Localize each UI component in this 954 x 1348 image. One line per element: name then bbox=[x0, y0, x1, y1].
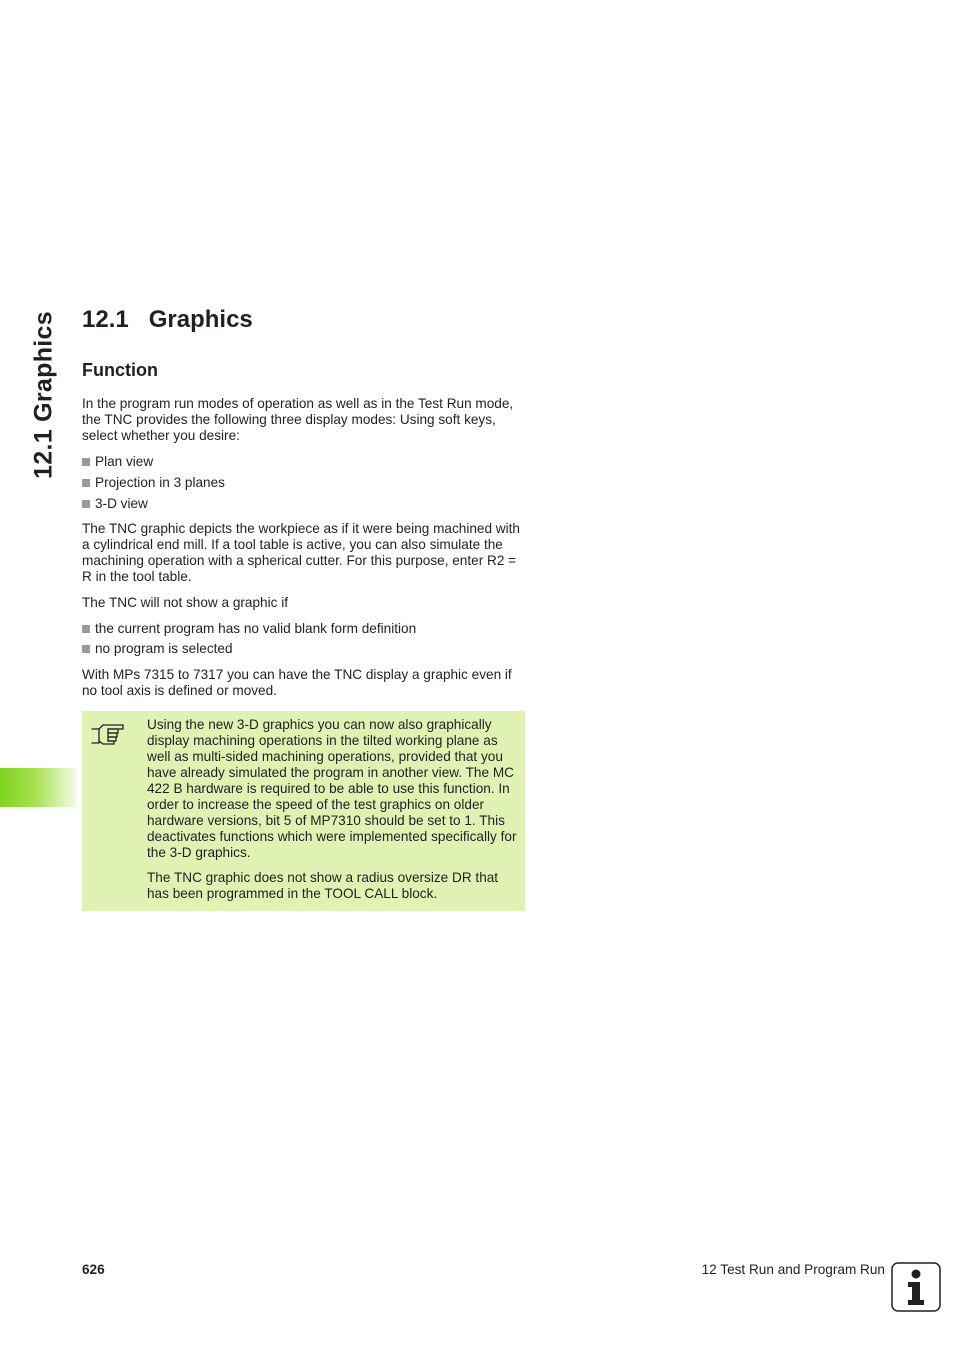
bullet-square-icon bbox=[82, 645, 90, 653]
bullet-square-icon bbox=[82, 500, 90, 508]
side-chapter-title-text: 12.1 Graphics bbox=[29, 311, 58, 479]
page-number: 626 bbox=[82, 1262, 105, 1277]
bullet-square-icon bbox=[82, 479, 90, 487]
note-box bbox=[82, 711, 525, 911]
footer-chapter-title: 12 Test Run and Program Run bbox=[701, 1262, 885, 1277]
no-graphic-intro: The TNC will not show a graphic if bbox=[82, 595, 289, 610]
section-heading bbox=[82, 306, 253, 334]
side-chapter-title bbox=[28, 312, 60, 478]
list-item: Plan view bbox=[82, 454, 153, 470]
bullet-square-icon bbox=[82, 458, 90, 466]
list-item: Projection in 3 planes bbox=[82, 475, 225, 491]
list-item: no program is selected bbox=[82, 641, 233, 657]
depiction-paragraph: The TNC graphic depicts the workpiece as if it were being machined with a cylindrical end mill. If a tool table is active, you can also simulate the machining operation with a spherical cutter. For this purpose, enter R2 = R in the tool table. bbox=[82, 521, 520, 584]
list-item: the current program has no valid blank form definition bbox=[82, 621, 416, 637]
section-title: Graphics bbox=[148, 306, 253, 333]
mp-paragraph: With MPs 7315 to 7317 you can have the TNC display a graphic even if no tool axis is defined or moved. bbox=[82, 667, 512, 698]
list-item: 3-D view bbox=[82, 496, 148, 512]
note-paragraph-2: The TNC graphic does not show a radius oversize DR that has been programmed in the TOOL CALL block. bbox=[147, 870, 499, 901]
bullet-square-icon bbox=[82, 625, 90, 633]
subsection-heading: Function bbox=[82, 360, 158, 380]
chapter-tab-marker bbox=[0, 768, 76, 807]
section-number: 12.1 bbox=[82, 306, 129, 333]
pointing-hand-icon bbox=[90, 719, 126, 747]
intro-paragraph: In the program run modes of operation as well as in the Test Run mode, the TNC provides the following three display modes: Using soft keys, select whether you desire: bbox=[82, 396, 514, 443]
note-paragraph-1: Using the new 3-D graphics you can now also graphically display machining operations in the tilted working plane as well as multi-sided machining operations, provided that you have already simulated the program in another view. The MC 422 B hardware is required to be able to use this function. In order to increase the speed of the test graphics on older hardware versions, bit 5 of MP7310 should be set to 1. This deactivates functions which were implemented specifically for the 3-D graphics. bbox=[147, 717, 517, 860]
info-icon[interactable] bbox=[891, 1262, 941, 1312]
